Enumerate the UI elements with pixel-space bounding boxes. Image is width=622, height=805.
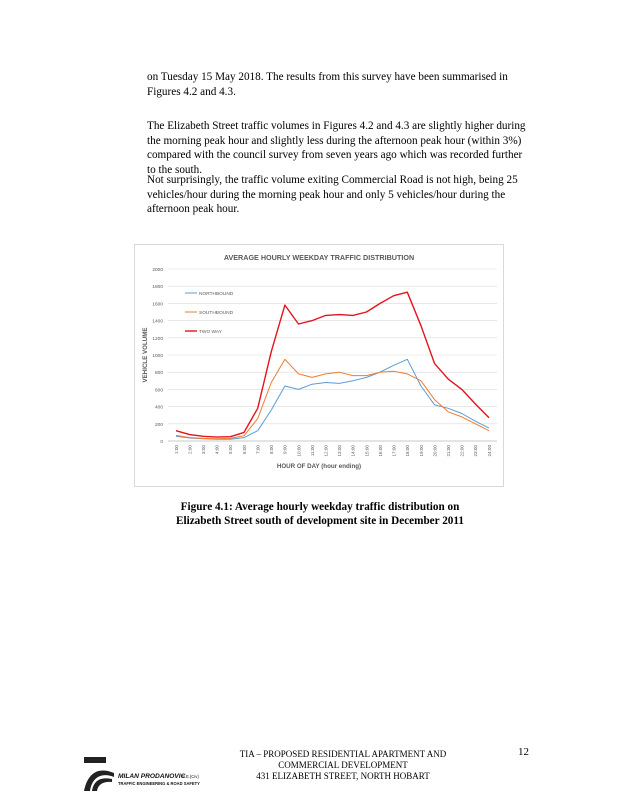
y-tick-label: 1000 [152, 354, 163, 359]
body-paragraph-3: Not surprisingly, the traffic volume exiting Commercial Road is not high, being 25 vehicles/hour during the morning peak hour and only 5 vehicles/hour during the afternoon peak hour. [147, 174, 518, 216]
logo-tagline: TRAFFIC ENGINEERING & ROAD SAFETY [118, 781, 200, 786]
x-tick-label: 9:00 [282, 445, 288, 454]
y-axis-label: VEHICLE VOLUME [142, 327, 149, 383]
x-tick-label: 22:00 [459, 445, 465, 457]
x-tick-label: 13:00 [337, 445, 343, 457]
y-tick-label: 600 [154, 388, 163, 394]
y-tick-label: 2000 [152, 268, 163, 273]
x-tick-label: 23:00 [473, 445, 479, 457]
company-logo [84, 757, 234, 793]
y-tick-label: 800 [154, 371, 163, 377]
y-tick-label: 1800 [152, 285, 163, 291]
x-tick-label: 10:00 [296, 445, 302, 457]
footer-line-3: 431 ELIZABETH STREET, NORTH HOBART [256, 771, 430, 781]
caption-line-2: Elizabeth Street south of development site in December 2011 [176, 515, 464, 527]
x-axis-label: HOUR OF DAY (hour ending) [276, 463, 362, 470]
y-tick-label: 0 [160, 440, 163, 445]
x-tick-label: 16:00 [377, 445, 383, 457]
x-tick-label: 17:00 [391, 445, 397, 457]
y-tick-label: 400 [154, 405, 163, 411]
y-tick-label: 200 [154, 422, 163, 428]
x-tick-label: 12:00 [323, 445, 329, 457]
x-tick-label: 18:00 [405, 445, 411, 457]
figure-caption [140, 500, 500, 528]
chart-frame [134, 244, 504, 487]
x-tick-label: 3:00 [201, 445, 207, 454]
x-tick-label: 6:00 [241, 445, 247, 454]
x-tick-label: 7:00 [255, 445, 261, 454]
x-tick-label: 21:00 [445, 445, 451, 457]
x-tick-label: 1:00 [173, 445, 179, 454]
x-tick-label: 2:00 [187, 445, 193, 454]
x-tick-label: 24:00 [486, 445, 492, 457]
y-tick-label: 1200 [152, 336, 163, 342]
footer-line-2: COMMERCIAL DEVELOPMENT [278, 760, 408, 770]
footer-title [228, 749, 458, 782]
page-number: 12 [518, 746, 529, 758]
x-tick-label: 20:00 [432, 445, 438, 457]
x-tick-label: 8:00 [269, 445, 275, 454]
traffic-chart [135, 245, 503, 486]
logo-name: MILAN PRODANOVIC [118, 773, 186, 780]
x-tick-label: 5:00 [228, 445, 234, 454]
legend-label: TWO WAY [199, 329, 222, 335]
body-paragraph-1: on Tuesday 15 May 2018. The results from this survey have been summarised in Figures 4.2 and 4.3. [147, 71, 508, 98]
legend-label: SOUTHBOUND [199, 310, 234, 316]
legend-label: NORTHBOUND [199, 291, 234, 297]
footer-line-1: TIA – PROPOSED RESIDENTIAL APARTMENT AND [239, 749, 447, 759]
x-tick-label: 4:00 [214, 445, 220, 454]
chart-title: AVERAGE HOURLY WEEKDAY TRAFFIC DISTRIBUTION [223, 253, 415, 262]
logo-suffix: B.E.(Civ) [182, 774, 199, 779]
x-tick-label: 19:00 [418, 445, 424, 457]
body-paragraph-2: The Elizabeth Street traffic volumes in Figures 4.2 and 4.3 are slightly higher during the morning peak hour and slightly less during the afternoon peak hour (within 3%) compared with the council survey from seven years ago which was recorded further to the south. [147, 120, 526, 176]
y-tick-label: 1400 [152, 319, 163, 325]
y-tick-label: 1600 [152, 302, 163, 308]
x-tick-label: 15:00 [364, 445, 370, 457]
x-tick-label: 11:00 [309, 445, 315, 457]
caption-line-1: Figure 4.1: Average hourly weekday traffic distribution on [180, 501, 460, 513]
x-tick-label: 14:00 [350, 445, 356, 457]
